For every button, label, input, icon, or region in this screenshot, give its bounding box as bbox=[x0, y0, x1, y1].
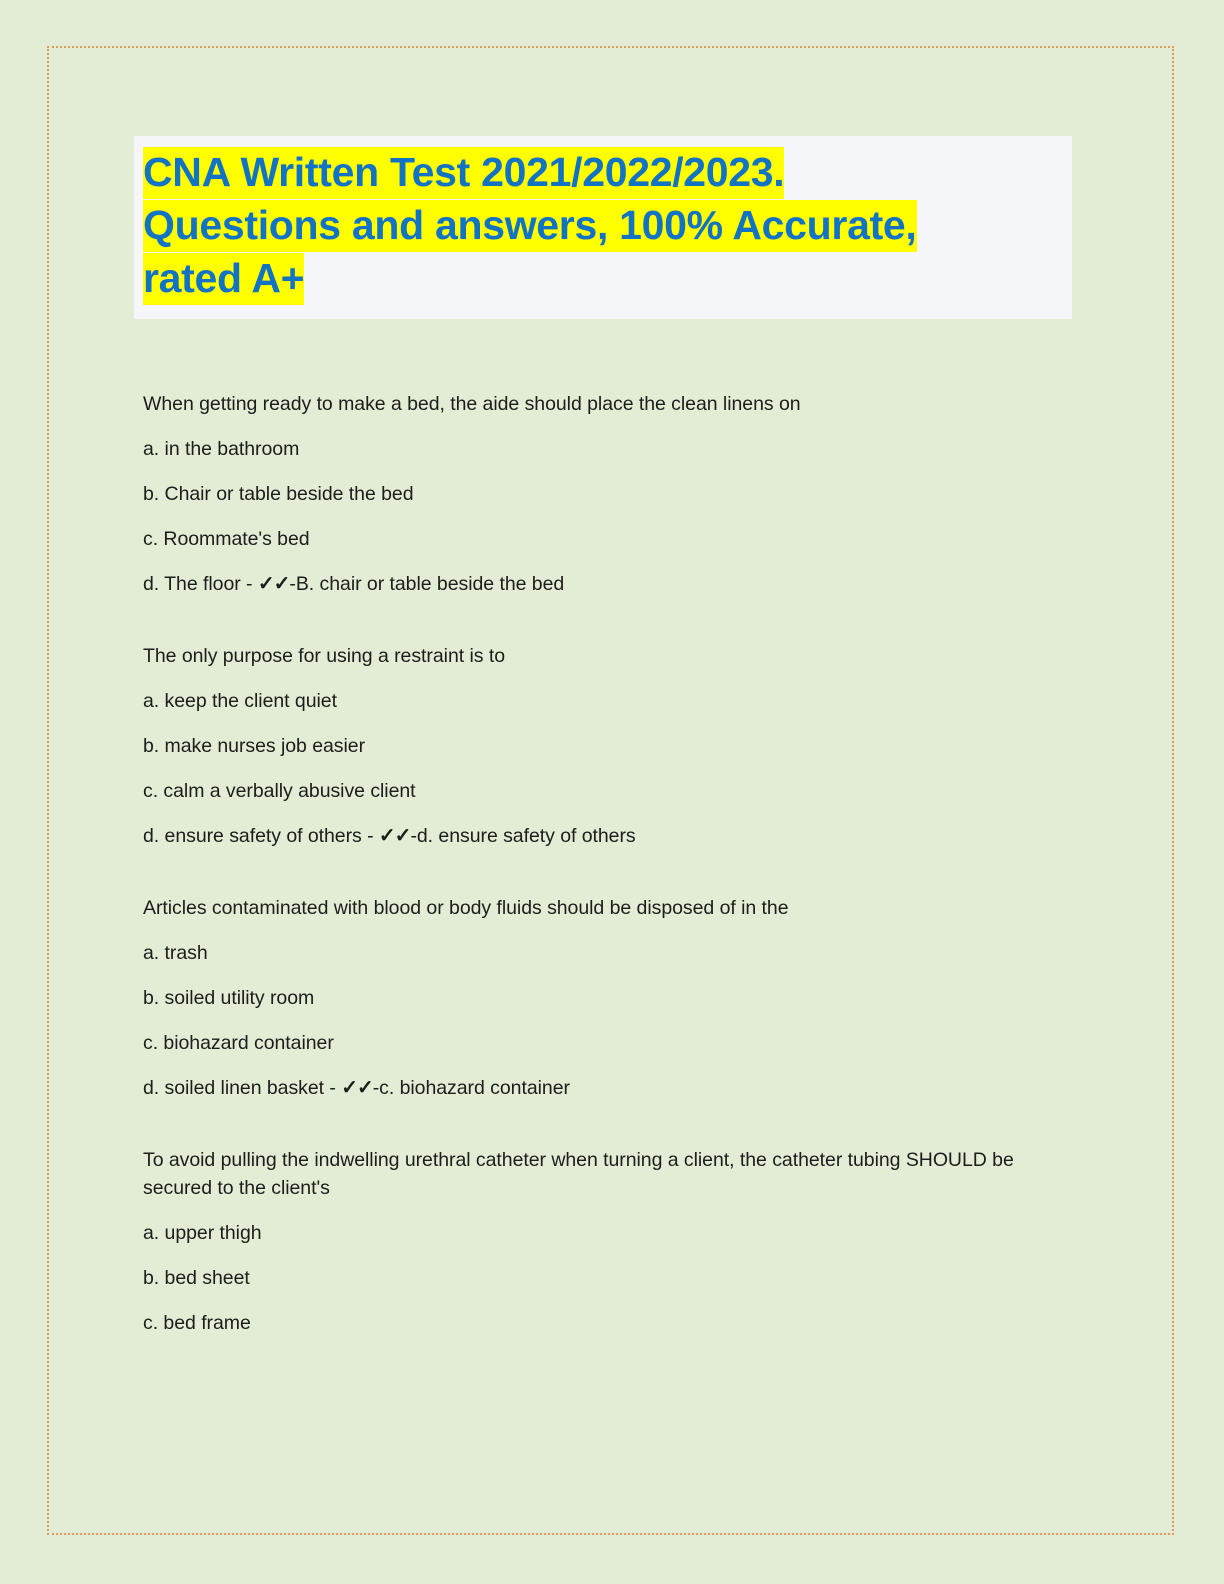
title-line-2-text: Questions and answers, 100% Accurate, bbox=[143, 200, 917, 252]
question-option: a. keep the client quiet bbox=[143, 690, 337, 712]
question-option: a. upper thigh bbox=[143, 1222, 262, 1244]
check-mark-icon: ✓✓ bbox=[378, 825, 411, 847]
option-prefix: d. The floor - bbox=[143, 573, 258, 595]
question-option: c. biohazard container bbox=[143, 1032, 334, 1054]
question-option: a. trash bbox=[143, 942, 208, 964]
question-option: a. in the bathroom bbox=[143, 438, 300, 460]
option-prefix: d. ensure safety of others - bbox=[143, 825, 379, 847]
option-prefix: d. soiled linen basket - bbox=[143, 1077, 342, 1099]
question-stem: When getting ready to make a bed, the aide should place the clean linens on bbox=[143, 393, 801, 415]
correct-answer: -c. biohazard container bbox=[372, 1077, 570, 1099]
document-title-block bbox=[134, 136, 1072, 319]
check-mark-icon: ✓✓ bbox=[257, 573, 290, 595]
question-answer-line bbox=[143, 570, 1063, 598]
question-option: b. Chair or table beside the bed bbox=[143, 483, 414, 505]
questions-container bbox=[143, 390, 1063, 1337]
question-option: b. make nurses job easier bbox=[143, 735, 366, 757]
question-option: c. bed frame bbox=[143, 1312, 251, 1334]
question-stem: The only purpose for using a restraint is to bbox=[143, 645, 505, 667]
title-line-1 bbox=[134, 146, 1072, 199]
title-line-1-text: CNA Written Test 2021/2022/2023. bbox=[143, 147, 784, 199]
check-mark-icon: ✓✓ bbox=[341, 1077, 373, 1099]
question-answer-line bbox=[143, 1074, 1063, 1102]
question-block bbox=[143, 1146, 1063, 1337]
question-answer-line bbox=[143, 822, 1063, 850]
correct-answer: -d. ensure safety of others bbox=[410, 825, 636, 847]
question-option: b. bed sheet bbox=[143, 1267, 250, 1289]
title-line-2 bbox=[134, 199, 1072, 252]
question-block bbox=[143, 642, 1063, 850]
question-option: b. soiled utility room bbox=[143, 987, 315, 1009]
question-block bbox=[143, 390, 1063, 598]
title-line-3-text: rated A+ bbox=[143, 253, 304, 305]
question-stem: To avoid pulling the indwelling urethral catheter when turning a client, the catheter tubing SHOULD be secured to the client's bbox=[143, 1149, 1014, 1199]
question-option: c. calm a verbally abusive client bbox=[143, 780, 416, 802]
question-block bbox=[143, 894, 1063, 1102]
question-option: c. Roommate's bed bbox=[143, 528, 310, 550]
title-line-3 bbox=[134, 252, 1072, 305]
correct-answer: -B. chair or table beside the bed bbox=[289, 573, 565, 595]
question-stem: Articles contaminated with blood or body fluids should be disposed of in the bbox=[143, 897, 789, 919]
